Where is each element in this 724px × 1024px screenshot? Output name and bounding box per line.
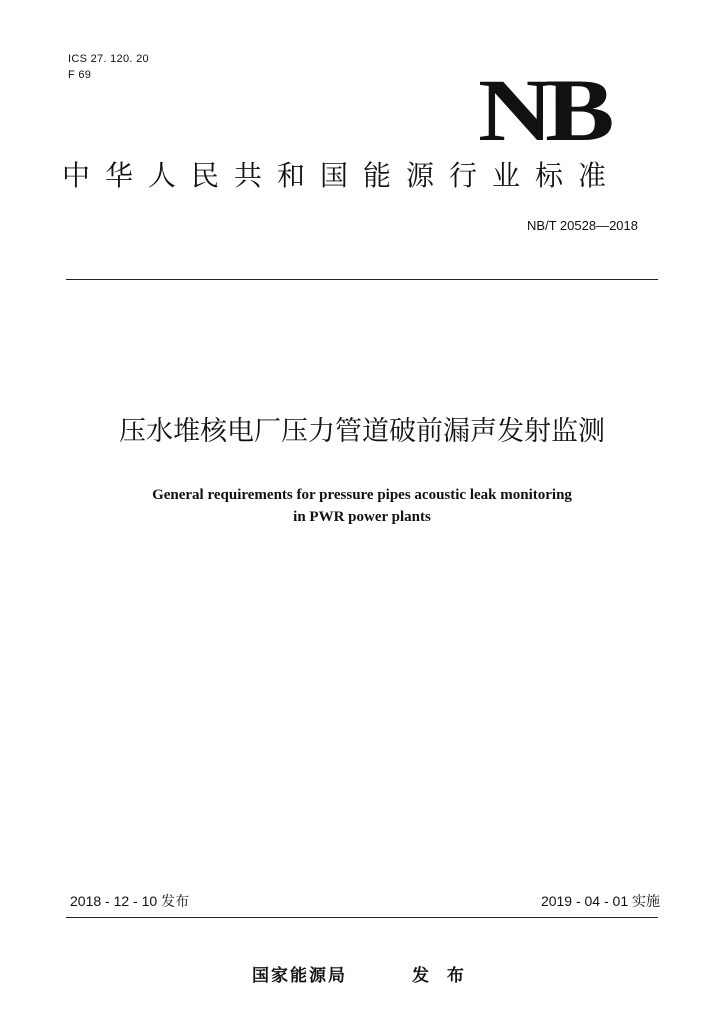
- english-title-line-1: General requirements for pressure pipes acoustic leak monitoring: [152, 487, 572, 503]
- ics-code: ICS 27. 120. 20: [68, 53, 149, 65]
- bottom-divider: [66, 917, 658, 918]
- standard-type-heading: 中华人民共和国能源行业标准: [62, 159, 622, 192]
- standard-number: NB/T 20528—2018: [526, 218, 638, 233]
- nb-logo: NB: [478, 60, 607, 160]
- document-title-english: [0, 484, 724, 528]
- issue-label: 发 布: [412, 966, 470, 986]
- english-title-line-2: in PWR power plants: [293, 509, 431, 525]
- top-divider: [66, 279, 658, 280]
- document-title-chinese: 压水堆核电厂压力管道破前漏声发射监测: [119, 416, 605, 447]
- issuing-authority: 国家能源局: [252, 966, 347, 986]
- ccs-code: F 69: [68, 69, 92, 81]
- implementation-date: 2019 - 04 - 01 实施: [540, 893, 660, 909]
- issue-date: 2018 - 12 - 10 发布: [70, 893, 190, 909]
